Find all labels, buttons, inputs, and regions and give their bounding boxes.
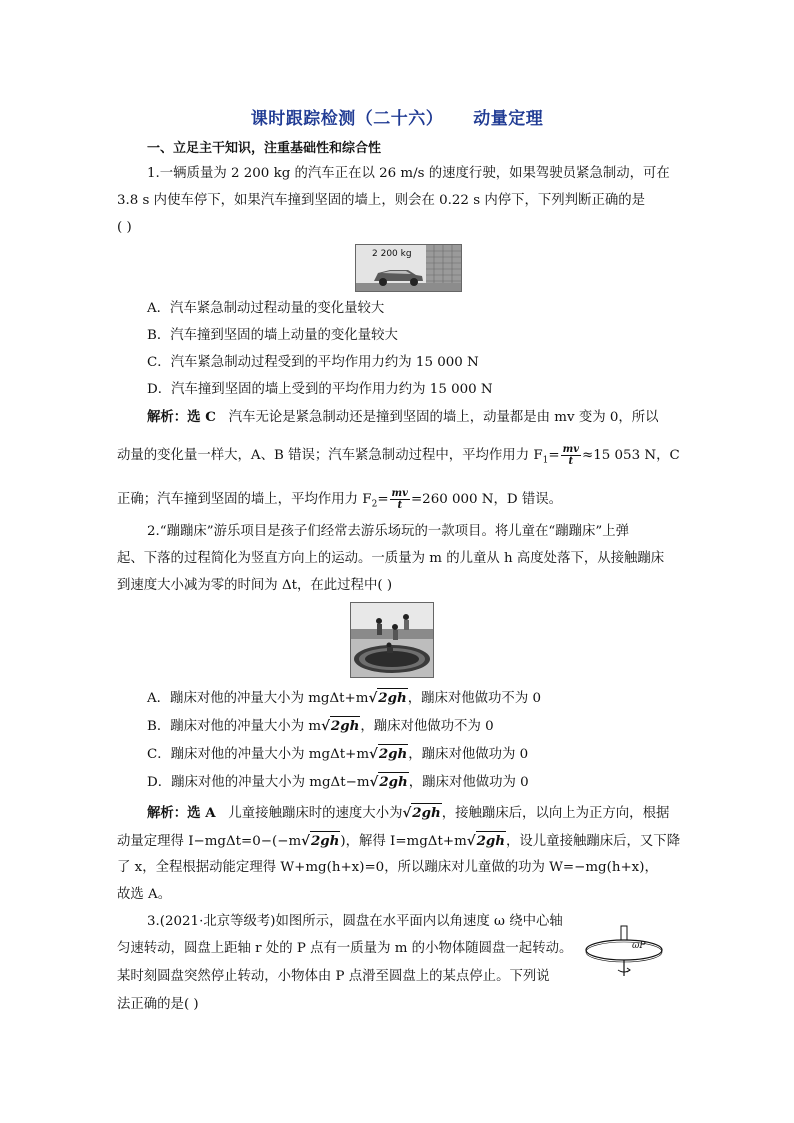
q2-option-b: B．蹦床对他的冲量大小为 m√2gh，蹦床对他做功不为 0	[147, 718, 494, 734]
q2-option-c: C．蹦床对他的冲量大小为 mgΔt+m√2gh，蹦床对他做功为 0	[147, 746, 529, 762]
q1-answer-head: 解析：选 C	[147, 409, 216, 425]
rotating-disk-figure	[582, 924, 666, 978]
q3-line-3: 某时刻圆盘突然停止转动，小物体由 P 点滑至圆盘上的某点停止。下列说	[117, 969, 550, 984]
q1-answer-text-1: 汽车无论是紧急制动还是撞到坚固的墙上，动量都是由 mv 变为 0，所以	[228, 410, 659, 425]
q2-answer-line-2: 动量定理得 I−mgΔt=0−(−m√2gh)，解得 I=mgΔt+m√2gh，设儿童接触蹦床后，又下降	[117, 833, 681, 849]
q2-answer-line-3: 了 x，全程根据动能定理得 W+mg(h+x)=0，所以蹦床对儿童做的功为 W=−mg(h+x)，	[117, 860, 658, 875]
q1-answer-text-2a: 动量的变化量一样大，A、B 错误；汽车紧急制动过程中，平均作用力 F	[117, 448, 543, 463]
q3-line-2: 匀速转动，圆盘上距轴 r 处的 P 点有一质量为 m 的小物体随圆盘一起转动。	[117, 941, 573, 956]
q1-line-3: ( )	[117, 220, 132, 235]
q3-line-1: 3.(2021·北京等级考)如图所示，圆盘在水平面内以角速度 ω 绕中心轴	[147, 914, 563, 929]
q1-fraction-1: $\frac{mv}{t}$	[562, 444, 580, 467]
q2-line-3: 到速度大小减为零的时间为 Δt，在此过程中( )	[117, 578, 393, 593]
q1-answer-line-3: 正确；汽车撞到坚固的墙上，平均作用力 $F_2=$ $\frac{mv}{t}$ =260 000 N，D 错误。	[117, 488, 563, 511]
car-mass-label: 2 200 kg	[372, 249, 412, 259]
trampoline-illustration	[351, 603, 433, 677]
q1-line-2: 3.8 s 内使车停下，如果汽车撞到坚固的墙上，则会在 0.22 s 内停下，下列判断正确的是	[117, 193, 646, 208]
q1-option-c: C．汽车紧急制动过程受到的平均作用力约为 15 000 N	[147, 355, 479, 370]
page-title	[0, 104, 794, 129]
q2-answer-line-4: 故选 A。	[117, 887, 172, 902]
title-topic: 动量定理	[473, 109, 544, 129]
q1-option-b: B．汽车撞到坚固的墙上动量的变化量较大	[147, 328, 398, 343]
q2-answer-head: 解析：选 A	[147, 805, 216, 821]
q2-option-a: A．蹦床对他的冲量大小为 mgΔt+m√2gh，蹦床对他做功不为 0	[147, 690, 541, 706]
q1-line-1: 1.一辆质量为 2 200 kg 的汽车正在以 26 m/s 的速度行驶，如果驾驶员紧急制动，可在	[147, 166, 670, 181]
q3-line-4: 法正确的是( )	[117, 997, 199, 1012]
section-heading: 一、立足主干知识，注重基础性和综合性	[147, 141, 382, 156]
q1-answer-text-2b: ≈15 053 N，C	[582, 448, 680, 463]
q2-line-1: 2.“蹦蹦床”游乐项目是孩子们经常去游乐场玩的一款项目。将儿童在“蹦蹦床”上弹	[147, 524, 630, 539]
trampoline-photo	[350, 602, 434, 678]
q1-answer-line-2: 动量的变化量一样大，A、B 错误；汽车紧急制动过程中，平均作用力 $F_1=$ $\frac{mv}{t}$ ≈15 053 N，C	[117, 444, 680, 467]
q2-line-2: 起、下落的过程简化为竖直方向上的运动。一质量为 m 的儿童从 h 高度处落下，从接触蹦床	[117, 551, 665, 566]
q2-answer-line-1: 解析：选 A 儿童接触蹦床时的速度大小为√2gh，接触蹦床后，以向上为正方向，根据	[147, 805, 670, 821]
disk-label: ωP	[632, 941, 646, 951]
q1-option-d: D．汽车撞到坚固的墙上受到的平均作用力约为 15 000 N	[147, 382, 493, 397]
q2-option-d: D．蹦床对他的冲量大小为 mgΔt−m√2gh，蹦床对他做功为 0	[147, 774, 529, 790]
q1-option-a: A．汽车紧急制动过程动量的变化量较大	[147, 301, 385, 316]
q1-answer-line-1	[147, 408, 677, 427]
q1-fraction-2: $\frac{mv}{t}$	[391, 488, 408, 511]
disk-diagram	[582, 924, 666, 978]
car-wall-image	[355, 244, 462, 292]
title-main: 课时跟踪检测（二十六）	[250, 109, 444, 129]
q1-answer-text-3b: =260 000 N，D 错误。	[410, 492, 563, 507]
q1-answer-text-3a: 正确；汽车撞到坚固的墙上，平均作用力 F	[117, 492, 372, 507]
